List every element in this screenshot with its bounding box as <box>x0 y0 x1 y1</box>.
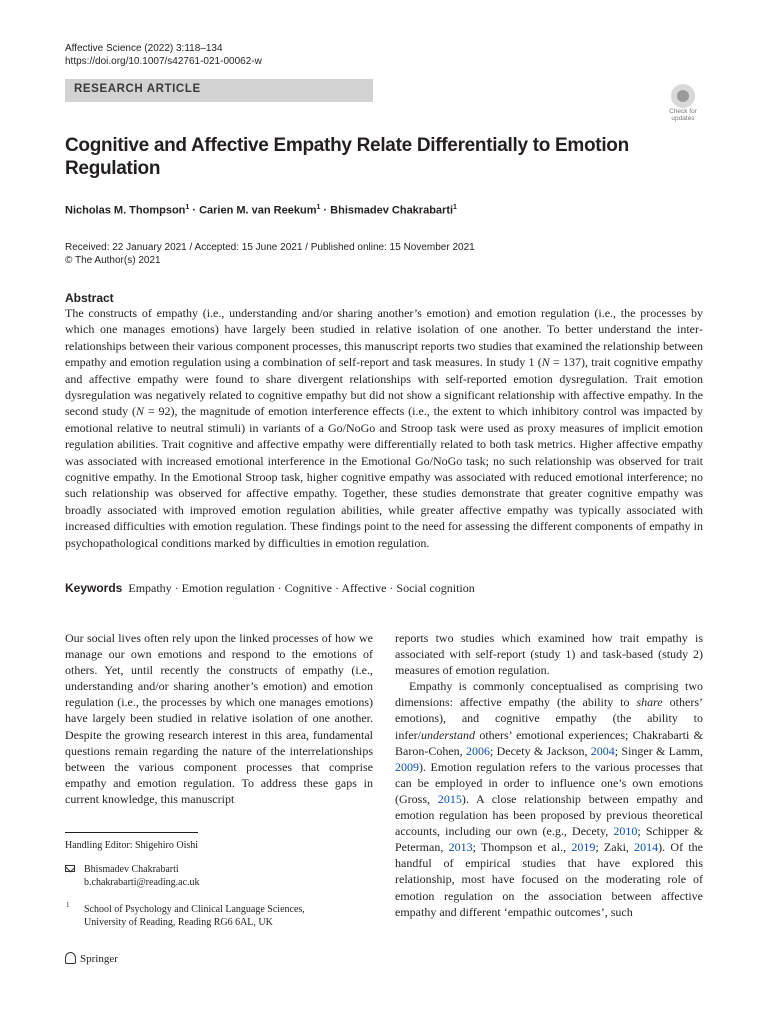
author-list: Nicholas M. Thompson$^1$ · Carien M. van Reekum$^1$ · Bhismadev Chakrabarti$^1$ <box>65 204 457 217</box>
keywords <box>65 581 475 596</box>
corresponding-email[interactable]: b.chakrabarti@reading.ac.uk <box>84 877 200 888</box>
corresponding-author <box>84 863 200 889</box>
body-column-left: Our social lives often rely upon the linked processes of how we manage our own emotions and respond to the emotions of others. Yet, until recently the constructs of empathy (i.e., understanding and/or sharing another’s emotion) and emotion regulation (i.e., the processes by which one manages emotions) have largely been studied in relative isolation of one another. Despite the growing research interest in this area, fundamental questions remain regarding the nature of the interrelationships between the various component processes that comprise empathy and emotion regulation. To address these gaps in current knowledge, this manuscript <box>65 631 373 806</box>
citation-link[interactable]: 2004 <box>590 743 615 758</box>
check-for-updates-badge[interactable] <box>664 84 702 122</box>
body-column-right <box>395 630 703 920</box>
affiliation: School of Psychology and Clinical Language Sciences, University of Reading, Reading RG6 6AL, UK <box>84 904 305 928</box>
affiliation-number: 1 <box>66 901 70 909</box>
footnote-divider <box>65 832 198 833</box>
author-name[interactable]: Nicholas M. Thompson <box>65 204 186 217</box>
paragraph: reports two studies which examined how trait empathy is associated with self-report (study 1) and task-based (study 2) measures of emotion regulation. <box>395 631 703 678</box>
article-type-label: RESEARCH ARTICLE <box>74 83 201 95</box>
corresponding-name: Bhismadev Chakrabarti <box>84 864 179 875</box>
keywords-label: Keywords <box>65 581 123 595</box>
handling-editor: Handling Editor: Shigehiro Oishi <box>65 840 199 851</box>
paragraph: Empathy is commonly conceptualised as comprising two dimensions: affective empathy (the ability to share others’ emotions), and cognitive empathy (the ability to infer/understand others’ emotional experiences; Chakrabarti & Baron-Cohen, 2006; Decety & Jackson, 2004; Singer & Lamm, 2009). Emotion regulation refers to the various processes that can be employed in order to influence one’s own emotions (Gross, 2015). A close relationship between empathy and emotion regulation has been proposed by previous theoretical accounts, including our own (e.g., Decety, 2010; Schipper & Peterman, 2013; Thompson et al., 2019; Zaki, 2014). Of the handful of empirical studies that have explored this relationship, most have focused on the moderating role of emotion regulation on the association between affective empathy and different ‘empathic outcomes’, such <box>395 679 704 919</box>
keywords-list: Empathy · Emotion regulation · Cognitive · Affective · Social cognition <box>128 581 475 595</box>
citation-link[interactable]: 2006 <box>465 743 490 758</box>
journal-line: Affective Science (2022) 3:118–134 <box>65 43 223 54</box>
springer-horse-icon <box>65 952 76 964</box>
doi-link[interactable]: https://doi.org/10.1007/s42761-021-00062-w <box>65 56 262 67</box>
publication-history <box>65 241 475 267</box>
history-dates: Received: 22 January 2021 / Accepted: 15 June 2021 / Published online: 15 November 2021 <box>65 242 475 253</box>
copyright: © The Author(s) 2021 <box>65 255 161 266</box>
article-title: Cognitive and Affective Empathy Relate Differentially to Emotion Regulation <box>65 135 629 179</box>
crossmark-icon <box>671 84 695 108</box>
envelope-icon <box>65 865 75 872</box>
badge-text: Check for updates <box>669 108 697 122</box>
citation-link[interactable]: 2014 <box>634 840 659 855</box>
publisher-footer <box>65 952 118 965</box>
abstract-heading: Abstract <box>65 291 114 305</box>
citation-link[interactable]: 2013 <box>448 840 473 855</box>
author-name[interactable]: Bhismadev Chakrabarti <box>330 204 454 217</box>
author-name[interactable]: Carien M. van Reekum <box>199 204 317 217</box>
publisher-name: Springer <box>80 953 118 965</box>
abstract-text: The constructs of empathy (i.e., understanding and/or sharing another’s emotion) and emotion regulation (i.e., the processes by which one manages emotions) have largely been studied in relative isolation of one another. To better understand the interrelationships between their various component processes, this manuscript reports two studies that examined the relationship between empathy and emotion regulation using a combination of self-report and task measures. In study 1 (N = 137), trait cognitive empathy and affective empathy were found to share divergent relationships with self-reported emotion dysregulation. Trait emotion dysregulation was negatively related to cognitive empathy but did not show a significant relationship with affective empathy. In the second study (N = 92), the magnitude of emotion interference effects (i.e., the extent to which inhibitory control was impacted by emotional relative to neutral stimuli) in variants of a Go/NoGo and Stroop task were used as proxy measures of implicit emotion regulation abilities. Trait cognitive and affective empathy were differentially related to both task metrics. Higher affective empathy was associated with increased emotional interference in the Emotional Go/NoGo task; no such relationship was observed for trait cognitive empathy. In the Emotional Stroop task, higher cognitive empathy was associated with reduced emotional interference; no such relationship was observed for affective empathy. Together, these studies demonstrate that greater cognitive empathy was broadly associated with improved emotion regulation abilities, while greater affective empathy was typically associated with increased difficulties with emotion regulation. These findings point to the need for assessing the different components of empathy in psychopathological conditions marked by difficulties in emotion regulation. <box>65 306 704 550</box>
journal-citation <box>65 42 262 68</box>
article-type-banner <box>65 79 373 102</box>
citation-link[interactable]: 2010 <box>613 824 638 839</box>
citation-link[interactable]: 2015 <box>437 791 462 806</box>
citation-link[interactable]: 2019 <box>571 840 596 855</box>
citation-link[interactable]: 2009 <box>395 759 419 774</box>
